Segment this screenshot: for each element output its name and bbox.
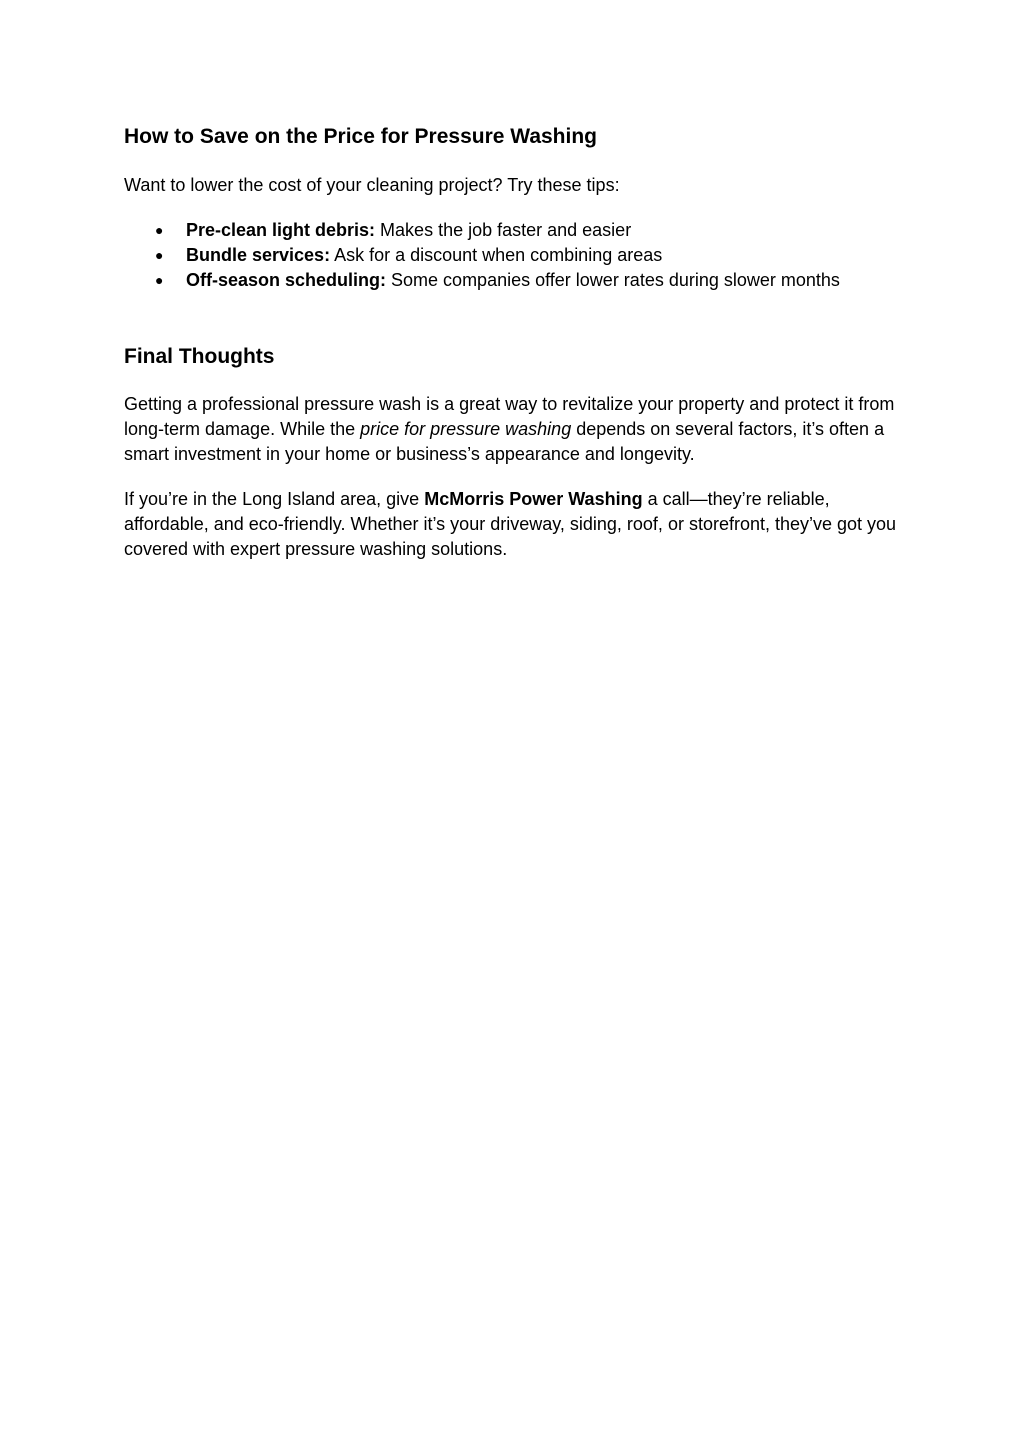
tip-text: Ask for a discount when combining areas <box>330 245 663 265</box>
company-name: McMorris Power Washing <box>424 489 643 509</box>
intro-paragraph: Want to lower the cost of your cleaning project? Try these tips: <box>124 175 620 195</box>
bullet-icon: ● <box>155 222 164 238</box>
final-paragraph-2 <box>124 487 914 562</box>
tips-list <box>124 218 914 293</box>
section-heading-final: Final Thoughts <box>124 345 275 368</box>
tip-text: Some companies offer lower rates during slower months <box>386 270 840 290</box>
final-paragraph-1 <box>124 392 914 467</box>
tip-text: Makes the job faster and easier <box>375 220 632 240</box>
bullet-icon: ● <box>155 247 164 263</box>
final-p2-text-after: a call—they’re reliable, affordable, and eco-friendly. Whether it’s your driveway, siding, roof, or storefront, they’ve got you covered with expert pressure washing solutions. <box>124 489 897 559</box>
final-p1-text-before: Getting a professional pressure wash is a great way to revitalize your property and protect it from long-term damage. While the <box>124 394 895 439</box>
tip-label: Bundle services: <box>186 245 331 265</box>
section-heading-save: How to Save on the Price for Pressure Washing <box>124 125 598 148</box>
list-item <box>124 243 914 268</box>
list-item <box>124 268 914 293</box>
list-item <box>124 218 914 243</box>
bullet-icon: ● <box>155 272 164 288</box>
tip-label: Pre-clean light debris: <box>186 220 376 240</box>
final-p1-text-after: depends on several factors, it’s often a smart investment in your home or business’s appearance and longevity. <box>124 419 885 464</box>
final-p1-emphasis: price for pressure washing <box>360 419 572 439</box>
final-p2-text-before: If you’re in the Long Island area, give <box>124 489 425 509</box>
tip-label: Off-season scheduling: <box>186 270 387 290</box>
